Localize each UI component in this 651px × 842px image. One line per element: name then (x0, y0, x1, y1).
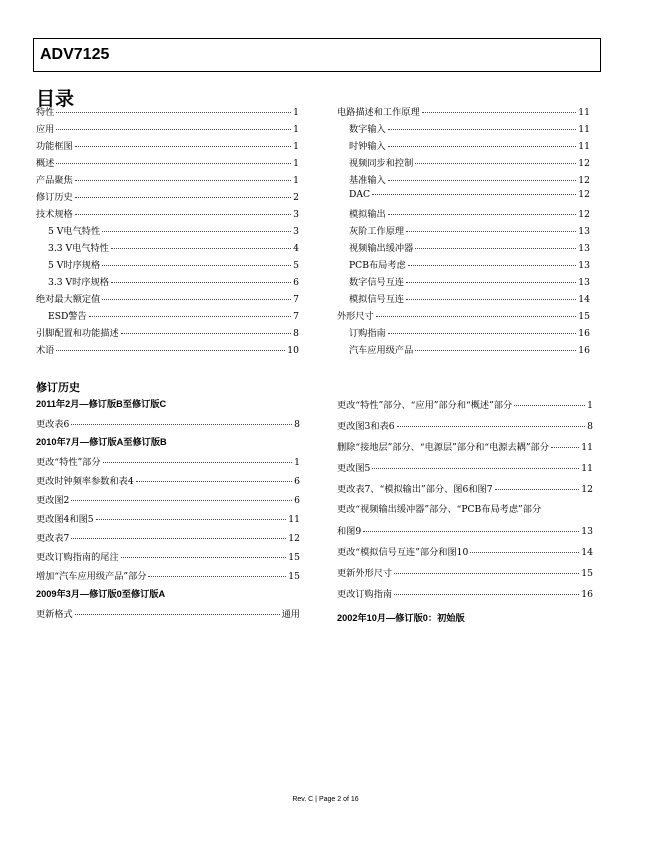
dot-leader (397, 426, 586, 427)
dot-leader (75, 146, 291, 147)
toc-entry[interactable] (337, 291, 590, 308)
revision-entry-text: 更改图2 (36, 495, 70, 506)
revision-entry-page: 11 (581, 442, 593, 453)
toc-entry-title: 订购指南 (349, 328, 386, 339)
dot-leader (121, 557, 287, 558)
revision-entry (36, 511, 300, 530)
toc-entry-page: 13 (578, 226, 590, 237)
dot-leader (394, 594, 579, 595)
toc-entry[interactable] (337, 155, 590, 172)
toc-entry[interactable] (36, 206, 299, 223)
revision-entry-page: 16 (581, 589, 593, 600)
dot-leader (102, 231, 291, 232)
dot-leader (148, 576, 286, 577)
toc-entry-title: 应用 (36, 124, 55, 135)
toc-entry-title: 特性 (36, 107, 55, 118)
revision-entry-page: 6 (294, 476, 300, 487)
revision-entry (36, 416, 300, 435)
revision-entry-page: 1 (294, 457, 300, 468)
revision-entry-page: 15 (288, 571, 300, 582)
revision-entry-text: 更改订购指南 (337, 589, 393, 600)
revision-entry (36, 473, 300, 492)
toc-entry-page: 1 (293, 158, 299, 169)
revision-entry (36, 549, 300, 568)
toc-entry-title: 模拟信号互连 (349, 294, 405, 305)
toc-entry[interactable] (36, 121, 299, 138)
revision-entry-page: 8 (587, 421, 593, 432)
toc-entry[interactable] (36, 240, 299, 257)
dot-leader (388, 129, 577, 130)
dot-leader (406, 299, 576, 300)
toc-entry-title: 数字信号互连 (349, 277, 405, 288)
revision-entry-text: 更新外形尺寸 (337, 568, 393, 579)
toc-entry[interactable] (36, 257, 299, 274)
revision-entry-page: 8 (294, 419, 300, 430)
toc-entry[interactable] (36, 223, 299, 240)
dot-leader (96, 519, 287, 520)
revision-entry-page: 12 (581, 484, 593, 495)
revision-version-heading: 2002年10月—修订版0：初始版 (337, 613, 465, 623)
dot-leader (56, 163, 291, 164)
part-number: ADV7125 (40, 46, 110, 63)
toc-entry[interactable] (337, 257, 590, 274)
revision-entry (337, 397, 593, 418)
revision-entry-page: 12 (288, 533, 300, 544)
toc-entry-page: 1 (293, 107, 299, 118)
revision-entry-text: 增加“汽车应用级产品”部分 (36, 571, 147, 582)
revision-entry-text: 更改“特性”部分 (36, 457, 101, 468)
toc-entry[interactable] (36, 325, 299, 342)
revision-entry-text: 更新格式 (36, 609, 73, 620)
toc-entry[interactable] (337, 240, 590, 257)
dot-leader (415, 350, 576, 351)
revision-entry-line: 更改“视频输出缓冲器”部分、“PCB布局考虑”部分 (337, 504, 542, 515)
toc-entry[interactable] (36, 308, 299, 325)
revision-entry-text: 更改“特性”部分、“应用”部分和“概述”部分 (337, 400, 513, 411)
dot-leader (71, 500, 292, 501)
toc-entry-page: 14 (578, 294, 590, 305)
revision-entry-page: 13 (581, 526, 593, 537)
toc-right-column (337, 104, 590, 359)
toc-entry-page: 2 (293, 192, 299, 203)
toc-entry-title: 技术规格 (36, 209, 73, 220)
toc-entry[interactable] (337, 308, 590, 325)
revision-entry-text: 更改时钟频率参数和表4 (36, 476, 134, 487)
toc-left-column (36, 104, 299, 359)
revision-entry (337, 439, 593, 460)
revision-entry-page: 通用 (281, 609, 300, 620)
toc-entry-page: 1 (293, 124, 299, 135)
toc-entry[interactable] (337, 121, 590, 138)
dot-leader (514, 405, 585, 406)
dot-leader (388, 214, 577, 215)
dot-leader (102, 265, 291, 266)
revision-entry-text: 和图9 (337, 526, 362, 537)
revision-entry (36, 530, 300, 549)
revision-left-column (36, 397, 300, 625)
toc-entry-page: 1 (293, 141, 299, 152)
dot-leader (75, 214, 291, 215)
toc-entry[interactable] (337, 104, 590, 121)
dot-leader (372, 468, 579, 469)
revision-entry (36, 568, 300, 587)
toc-entry[interactable] (337, 325, 590, 342)
toc-entry[interactable] (36, 138, 299, 155)
dot-leader (121, 333, 291, 334)
toc-entry-page: 4 (293, 243, 299, 254)
toc-entry-page: 11 (578, 107, 590, 118)
toc-entry[interactable] (337, 138, 590, 155)
toc-entry[interactable] (337, 172, 590, 189)
toc-entry[interactable] (36, 274, 299, 291)
toc-entry[interactable] (337, 342, 590, 359)
toc-entry[interactable] (337, 274, 590, 291)
dot-leader (470, 552, 579, 553)
toc-entry-title: 汽车应用级产品 (349, 345, 414, 356)
toc-entry-title: 5 V时序规格 (48, 260, 101, 271)
toc-entry-page: 7 (293, 294, 299, 305)
revision-history-title: 修订历史 (36, 382, 80, 394)
toc-entry-title: 数字输入 (349, 124, 386, 135)
revision-entry (337, 523, 593, 544)
dot-leader (71, 538, 286, 539)
revision-entry-page: 15 (581, 568, 593, 579)
dot-leader (388, 333, 577, 334)
toc-entry-title: DAC (349, 189, 371, 200)
toc-entry-page: 6 (293, 277, 299, 288)
dot-leader (388, 146, 577, 147)
revision-entry-page: 14 (581, 547, 593, 558)
revision-entry (36, 492, 300, 511)
dot-leader (372, 194, 576, 195)
toc-entry-title: 视频同步和控制 (349, 158, 414, 169)
dot-leader (56, 129, 291, 130)
revision-entry-text: 更改订购指南的尾注 (36, 552, 119, 563)
dot-leader (495, 489, 580, 490)
toc-entry[interactable] (337, 223, 590, 240)
toc-entry-page: 13 (578, 260, 590, 271)
revision-entry-text: 更改图5 (337, 463, 371, 474)
toc-entry[interactable] (337, 206, 590, 223)
revision-entry-text: 更改“模拟信号互连”部分和图10 (337, 547, 469, 558)
toc-entry-page: 8 (293, 328, 299, 339)
revision-entry-page: 1 (587, 400, 593, 411)
toc-entry-page: 3 (293, 226, 299, 237)
revision-entry-page: 11 (581, 463, 593, 474)
toc-entry-title: ESD警告 (48, 311, 87, 322)
dot-leader (394, 573, 579, 574)
dot-leader (415, 163, 576, 164)
toc-entry-title: 外形尺寸 (337, 311, 374, 322)
toc-entry-page: 16 (578, 345, 590, 356)
revision-entry (337, 460, 593, 481)
toc-entry-page: 12 (578, 209, 590, 220)
toc-entry-title: 3.3 V时序规格 (48, 277, 109, 288)
dot-leader (415, 248, 576, 249)
toc-entry[interactable] (36, 342, 299, 359)
dot-leader (363, 531, 579, 532)
dot-leader (75, 180, 291, 181)
toc-entry-page: 1 (293, 175, 299, 186)
dot-leader (408, 265, 577, 266)
toc-entry-title: 3.3 V电气特性 (48, 243, 109, 254)
toc-entry-page: 12 (578, 189, 590, 200)
toc-entry-title: 术语 (36, 345, 55, 356)
revision-entry (337, 565, 593, 586)
toc-entry-title: 灰阶工作原理 (349, 226, 405, 237)
revision-entry-page: 15 (288, 552, 300, 563)
toc-entry-title: 绝对最大额定值 (36, 294, 101, 305)
part-number-header (33, 38, 601, 72)
revision-entry (36, 454, 300, 473)
revision-entry-text: 删除“接地层”部分、“电源层”部分和“电源去耦”部分 (337, 442, 549, 453)
toc-entry[interactable] (36, 104, 299, 121)
toc-entry-page: 13 (578, 243, 590, 254)
toc-entry-title: 5 V电气特性 (48, 226, 101, 237)
dot-leader (388, 180, 577, 181)
revision-entry-text: 更改表6 (36, 419, 70, 430)
dot-leader (422, 112, 577, 113)
revision-right-column (337, 397, 593, 630)
page-footer: Rev. C | Page 2 of 16 (292, 796, 359, 803)
revision-entry (36, 606, 300, 625)
toc-entry-title: 修订历史 (36, 192, 73, 203)
dot-leader (75, 197, 291, 198)
toc-entry-title: 基准输入 (349, 175, 386, 186)
dot-leader (56, 112, 291, 113)
dot-leader (89, 316, 291, 317)
toc-title: 目录 (36, 89, 75, 110)
toc-entry-page: 12 (578, 158, 590, 169)
toc-entry-page: 11 (578, 141, 590, 152)
revision-version-heading: 2009年3月—修订版0至修订版A (36, 589, 166, 599)
toc-entry-title: PCB布局考虑 (349, 260, 406, 271)
revision-entry (337, 481, 593, 502)
toc-entry-page: 11 (578, 124, 590, 135)
toc-entry[interactable] (36, 172, 299, 189)
toc-entry[interactable] (337, 189, 590, 206)
toc-entry-title: 产品聚焦 (36, 175, 73, 186)
toc-entry-title: 电路描述和工作原理 (337, 107, 420, 118)
toc-entry-page: 12 (578, 175, 590, 186)
toc-entry-page: 16 (578, 328, 590, 339)
toc-entry-title: 时钟输入 (349, 141, 386, 152)
revision-version-heading: 2010年7月—修订版A至修订版B (36, 437, 167, 447)
dot-leader (75, 614, 280, 615)
toc-entry-page: 10 (287, 345, 299, 356)
revision-entry (337, 418, 593, 439)
toc-entry-title: 模拟输出 (349, 209, 386, 220)
revision-entry-page: 6 (294, 495, 300, 506)
toc-entry-page: 13 (578, 277, 590, 288)
dot-leader (56, 350, 285, 351)
revision-entry-text: 更改表7 (36, 533, 70, 544)
dot-leader (111, 248, 291, 249)
dot-leader (406, 282, 576, 283)
dot-leader (71, 424, 292, 425)
revision-entry-page: 11 (288, 514, 300, 525)
dot-leader (136, 481, 292, 482)
toc-entry-title: 功能框图 (36, 141, 73, 152)
toc-entry-title: 引脚配置和功能描述 (36, 328, 119, 339)
dot-leader (376, 316, 577, 317)
revision-entry (337, 544, 593, 565)
dot-leader (406, 231, 576, 232)
dot-leader (551, 447, 579, 448)
toc-entry[interactable] (36, 189, 299, 206)
toc-entry-page: 7 (293, 311, 299, 322)
toc-entry-page: 3 (293, 209, 299, 220)
revision-version-heading: 2011年2月—修订版B至修订版C (36, 399, 167, 409)
dot-leader (111, 282, 291, 283)
toc-entry-title: 概述 (36, 158, 55, 169)
toc-entry-page: 5 (293, 260, 299, 271)
revision-entry (337, 586, 593, 607)
toc-entry-title: 视频输出缓冲器 (349, 243, 414, 254)
toc-entry[interactable] (36, 291, 299, 308)
toc-entry-page: 15 (578, 311, 590, 322)
revision-entry-text: 更改图4和图5 (36, 514, 94, 525)
dot-leader (103, 462, 293, 463)
dot-leader (102, 299, 291, 300)
revision-entry-text: 更改图3和表6 (337, 421, 395, 432)
revision-entry-text: 更改表7、“模拟输出”部分、图6和图7 (337, 484, 493, 495)
toc-entry[interactable] (36, 155, 299, 172)
